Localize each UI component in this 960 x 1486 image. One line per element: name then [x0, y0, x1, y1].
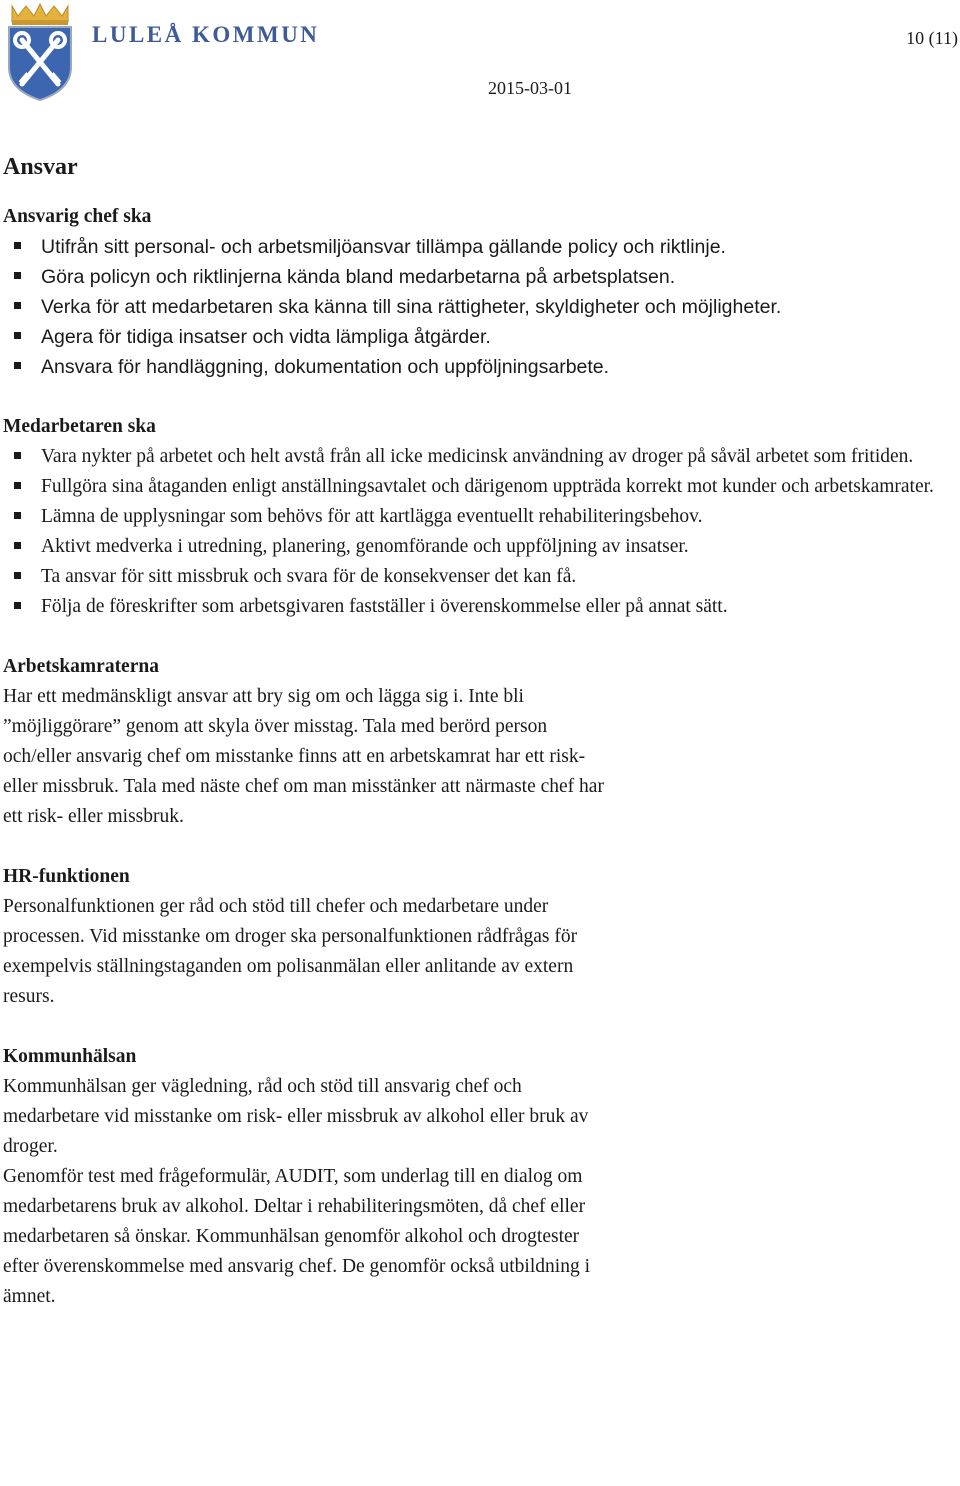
organization-name: LULEÅ KOMMUN [92, 22, 320, 47]
list-item: Ansvara för handläggning, dokumentation och uppföljningsarbete. [3, 352, 953, 382]
hr-heading: HR-funktionen [3, 866, 130, 887]
kommunhalsan-line: efter överenskommelse med ansvarig chef. De genomför också utbildning i [3, 1256, 590, 1277]
kommunhalsan-heading: Kommunhälsan [3, 1046, 137, 1067]
section-title: Ansvar [3, 154, 78, 180]
kommunhalsan-line: Kommunhälsan ger vägledning, råd och stöd till ansvarig chef och [3, 1076, 522, 1097]
hr-line: exempelvis ställningstaganden om polisanmälan eller anlitande av extern [3, 956, 574, 977]
hr-line: processen. Vid misstanke om droger ska personalfunktionen rådfrågas för [3, 926, 578, 947]
chef-heading: Ansvarig chef ska [3, 206, 152, 227]
list-item: Aktivt medverka i utredning, planering, genomförande och uppföljning av insatser. [3, 532, 953, 562]
arbetskamrater-line: och/eller ansvarig chef om misstanke finns att en arbetskamrat har ett risk- [3, 746, 586, 767]
chef-list [3, 232, 953, 382]
arbetskamrater-line: Har ett medmänskligt ansvar att bry sig om och lägga sig i. Inte bli [3, 686, 524, 707]
list-item: Agera för tidiga insatser och vidta lämpliga åtgärder. [3, 322, 953, 352]
kommunhalsan-line: Genomför test med frågeformulär, AUDIT, som underlag till en dialog om [3, 1166, 583, 1187]
page-number: 10 (11) [906, 28, 958, 48]
kommunhalsan-line: droger. [3, 1136, 58, 1157]
list-item: Göra policyn och riktlinjerna kända bland medarbetarna på arbetsplatsen. [3, 262, 953, 292]
medarbetare-list [3, 442, 953, 622]
arbetskamrater-line: ett risk- eller missbruk. [3, 806, 184, 827]
page-header [0, 0, 960, 110]
list-item: Ta ansvar för sitt missbruk och svara för de konsekvenser det kan få. [3, 562, 953, 592]
list-item: Utifrån sitt personal- och arbetsmiljöansvar tillämpa gällande policy och riktlinje. [3, 232, 953, 262]
list-item: Lämna de upplysningar som behövs för att kartlägga eventuellt rehabiliteringsbehov. [3, 502, 953, 532]
list-item: Fullgöra sina åtaganden enligt anställningsavtalet och därigenom uppträda korrekt mot kunder och arbetskamrater. [3, 472, 953, 502]
hr-line: resurs. [3, 986, 55, 1007]
hr-line: Personalfunktionen ger råd och stöd till chefer och medarbetare under [3, 896, 549, 917]
list-item: Verka för att medarbetaren ska känna till sina rättigheter, skyldigheter och möjligheter. [3, 292, 953, 322]
kommunhalsan-line: medarbetarens bruk av alkohol. Deltar i rehabiliteringsmöten, då chef eller [3, 1196, 586, 1217]
medarbetare-heading: Medarbetaren ska [3, 416, 156, 437]
crossed-keys-coat-of-arms-icon [4, 2, 76, 102]
kommunhalsan-line: medarbetare vid misstanke om risk- eller missbruk av alkohol eller bruk av [3, 1106, 589, 1127]
arbetskamrater-line: eller missbruk. Tala med näste chef om man misstänker att närmaste chef har [3, 776, 604, 797]
list-item: Vara nykter på arbetet och helt avstå från all icke medicinsk användning av droger på såväl arbetet som fritiden. [3, 442, 953, 472]
kommunhalsan-line: medarbetaren så önskar. Kommunhälsan genomför alkohol och drogtester [3, 1226, 580, 1247]
document-body [3, 150, 953, 1312]
list-item: Följa de föreskrifter som arbetsgivaren fastställer i överenskommelse eller på annat sätt. [3, 592, 953, 622]
kommunhalsan-line: ämnet. [3, 1286, 56, 1307]
document-date: 2015-03-01 [488, 78, 572, 98]
arbetskamrater-heading: Arbetskamraterna [3, 656, 159, 677]
arbetskamrater-line: ”möjliggörare” genom att skyla över misstag. Tala med berörd person [3, 716, 548, 737]
